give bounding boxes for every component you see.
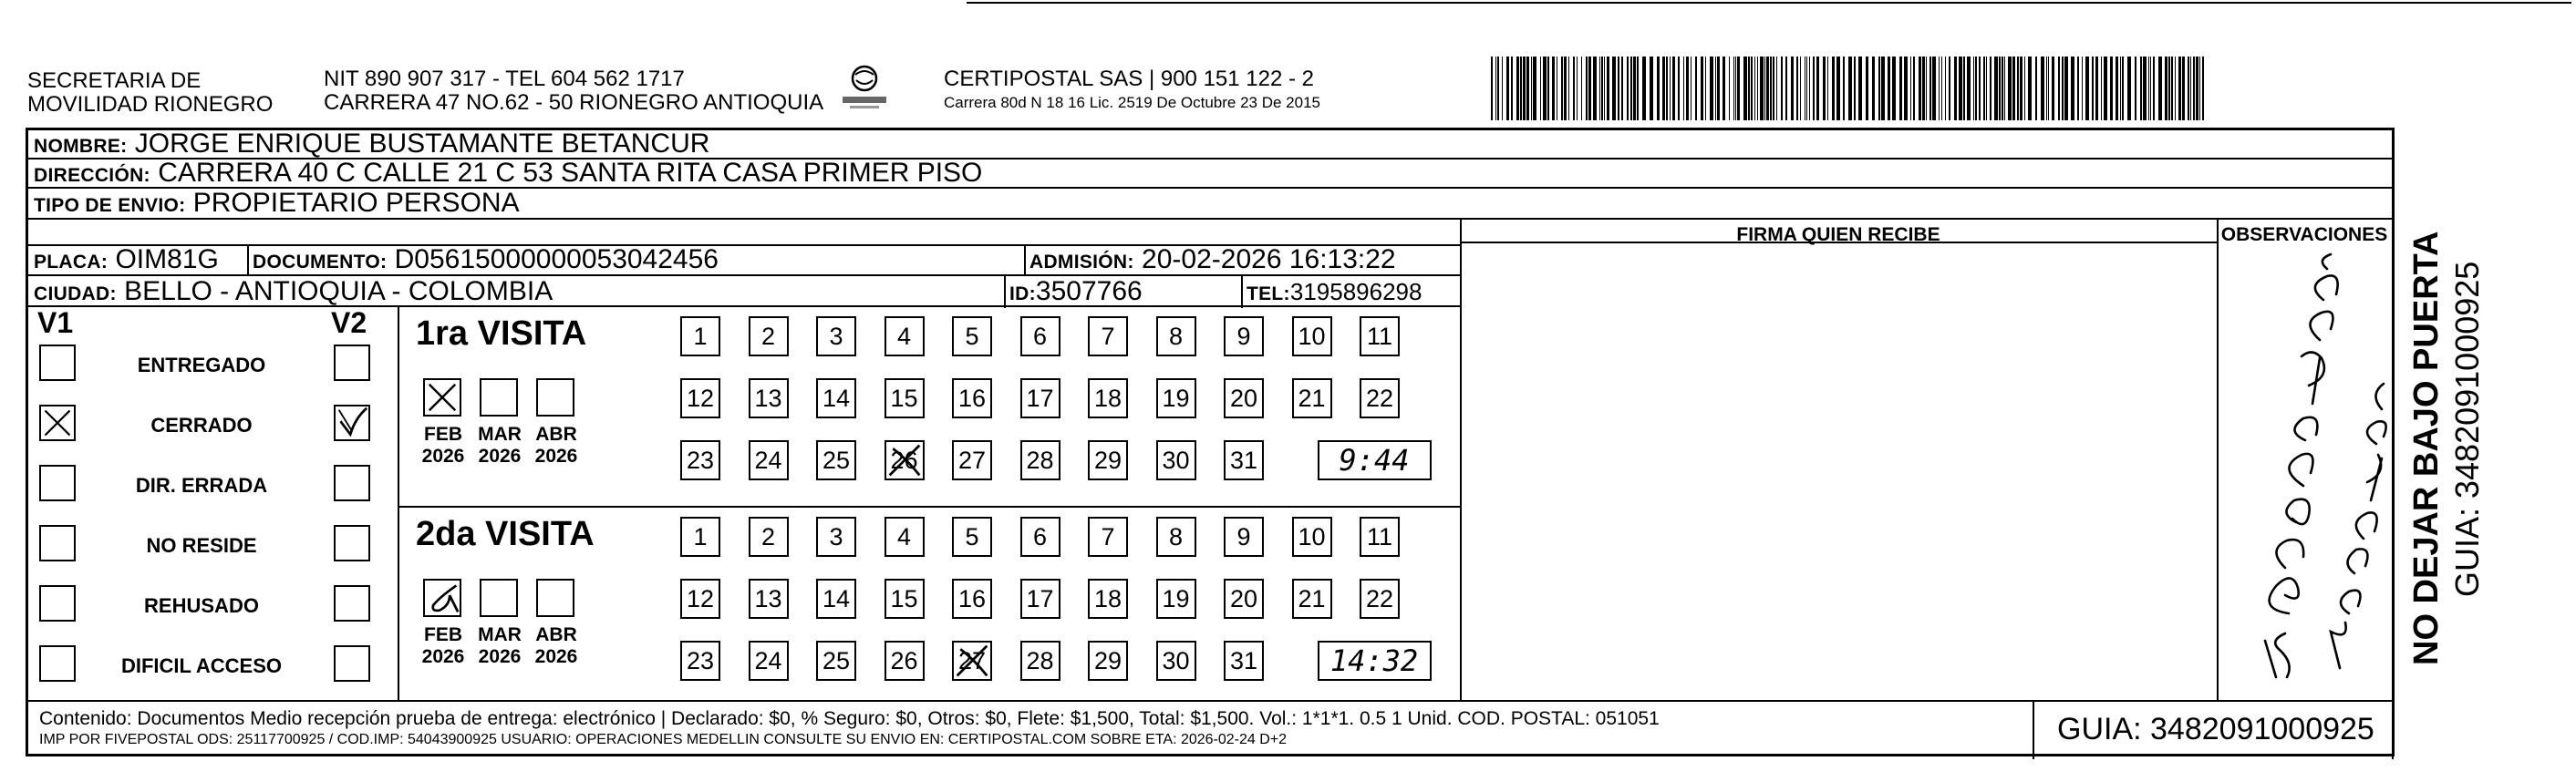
visit-title: 2da VISITA bbox=[416, 515, 595, 553]
day-number: 30 bbox=[1162, 647, 1190, 674]
v2-checkbox[interactable] bbox=[334, 585, 370, 622]
day-box[interactable] bbox=[1088, 579, 1128, 619]
visit-time: 9:44 bbox=[1318, 440, 1432, 480]
day-number: 25 bbox=[822, 647, 851, 674]
tipo-envio-label: TIPO DE ENVIO: bbox=[34, 195, 186, 216]
direccion-label: DIRECCIÓN: bbox=[34, 165, 150, 186]
day-number: 28 bbox=[1026, 647, 1054, 674]
day-number: 21 bbox=[1298, 385, 1326, 412]
day-box[interactable] bbox=[1088, 517, 1128, 557]
month-year: 2026 bbox=[478, 446, 522, 467]
tel-label: TEL: bbox=[1247, 283, 1290, 304]
day-box[interactable] bbox=[1360, 378, 1400, 418]
divider bbox=[2392, 218, 2394, 759]
direccion-field bbox=[34, 158, 982, 191]
day-box[interactable] bbox=[680, 440, 720, 480]
tipo-envio-field bbox=[34, 188, 520, 221]
month-name: MAR bbox=[478, 624, 522, 645]
day-number: 21 bbox=[1298, 585, 1326, 612]
day-number: 15 bbox=[890, 385, 918, 412]
day-number: 28 bbox=[1026, 447, 1054, 474]
day-box[interactable] bbox=[816, 316, 856, 356]
day-box[interactable] bbox=[1088, 440, 1128, 480]
month-year: 2026 bbox=[421, 646, 465, 667]
day-number: 5 bbox=[965, 523, 979, 550]
day-box[interactable] bbox=[952, 440, 992, 480]
barcode-icon bbox=[1491, 57, 2207, 120]
day-number: 17 bbox=[1026, 385, 1054, 412]
day-box[interactable] bbox=[1156, 641, 1196, 681]
firma-header: FIRMA QUIEN RECIBE bbox=[1736, 224, 1940, 245]
day-box[interactable] bbox=[816, 579, 856, 619]
nombre-value: JORGE ENRIQUE BUSTAMANTE BETANCUR bbox=[134, 129, 710, 159]
id-field bbox=[1009, 276, 1143, 310]
admision-field bbox=[1029, 244, 1396, 278]
day-number: 9 bbox=[1236, 523, 1251, 550]
divider bbox=[2217, 218, 2219, 700]
visit-time: 14:32 bbox=[1318, 641, 1432, 681]
day-number: 2 bbox=[760, 323, 776, 350]
month-label bbox=[416, 624, 471, 668]
day-box[interactable] bbox=[1020, 316, 1060, 356]
month-year: 2026 bbox=[534, 646, 578, 667]
nit-line1: NIT 890 907 317 - TEL 604 562 1717 bbox=[324, 67, 685, 91]
day-number: 11 bbox=[1366, 323, 1393, 350]
secretaria-line2: MOVILIDAD RIONEGRO bbox=[27, 92, 274, 117]
day-box[interactable] bbox=[1088, 378, 1128, 418]
day-box[interactable] bbox=[1020, 641, 1060, 681]
v1-checkbox[interactable] bbox=[39, 525, 76, 561]
v1-checkbox[interactable] bbox=[39, 465, 76, 501]
day-number: 23 bbox=[686, 447, 715, 474]
divider bbox=[247, 244, 249, 274]
day-box[interactable] bbox=[1224, 641, 1264, 681]
ciudad-field bbox=[34, 276, 553, 310]
day-number: 27 bbox=[957, 647, 987, 674]
v2-checkbox[interactable] bbox=[334, 465, 370, 501]
status-label: REHUSADO bbox=[144, 594, 259, 617]
day-number: 8 bbox=[1168, 323, 1184, 350]
day-number: 24 bbox=[754, 447, 782, 474]
divider bbox=[1460, 218, 1462, 700]
day-number: 24 bbox=[754, 647, 782, 674]
day-box[interactable] bbox=[885, 378, 925, 418]
day-box[interactable] bbox=[1020, 378, 1060, 418]
day-number: 15 bbox=[890, 585, 918, 612]
day-box[interactable] bbox=[1360, 316, 1400, 356]
delivery-form bbox=[26, 128, 2395, 756]
day-number: 4 bbox=[896, 523, 912, 550]
day-box[interactable] bbox=[885, 440, 925, 480]
certipostal-block bbox=[944, 67, 1509, 115]
month-checkbox[interactable] bbox=[536, 579, 574, 617]
side-guia: GUIA: 3482091000925 bbox=[2448, 261, 2486, 597]
day-box[interactable] bbox=[885, 316, 925, 356]
divider bbox=[398, 506, 1460, 508]
documento-label: DOCUMENTO: bbox=[253, 252, 388, 273]
divider bbox=[1241, 274, 1243, 308]
nit-block bbox=[324, 67, 843, 115]
day-number: 31 bbox=[1229, 647, 1258, 674]
month-label bbox=[529, 424, 584, 468]
day-box[interactable] bbox=[1020, 440, 1060, 480]
divider bbox=[2033, 700, 2034, 759]
day-number: 26 bbox=[890, 447, 918, 474]
day-box[interactable] bbox=[816, 378, 856, 418]
day-number: 4 bbox=[896, 323, 912, 350]
day-number: 19 bbox=[1162, 385, 1190, 412]
day-box[interactable] bbox=[680, 517, 720, 557]
day-box[interactable] bbox=[952, 579, 992, 619]
day-box[interactable] bbox=[1292, 378, 1332, 418]
day-number: 6 bbox=[1032, 523, 1048, 550]
day-box[interactable] bbox=[1088, 316, 1128, 356]
footer-contenido: Contenido: Documentos Medio recepción prueba de entrega: electrónico | Declarado: $0, % Seguro: $0, Otros: $0, Flete: $1,500, Total: $1,500. Vol.: 1*1*1. 0.5 1 Unid. COD. POSTAL: 051051 bbox=[39, 708, 1660, 729]
day-box[interactable] bbox=[1292, 579, 1332, 619]
day-number: 12 bbox=[686, 385, 715, 412]
month-label bbox=[472, 424, 527, 468]
v1-checkbox[interactable] bbox=[39, 645, 76, 682]
day-box[interactable] bbox=[749, 641, 789, 681]
day-box[interactable] bbox=[952, 517, 992, 557]
day-number: 16 bbox=[957, 585, 987, 612]
footer-guia: GUIA: 3482091000925 bbox=[2057, 712, 2374, 746]
day-number: 19 bbox=[1162, 585, 1190, 612]
day-number: 5 bbox=[965, 323, 979, 350]
cert-line1: CERTIPOSTAL SAS | 900 151 122 - 2 bbox=[944, 67, 1314, 91]
placa-label: PLACA: bbox=[34, 252, 109, 273]
day-box[interactable] bbox=[1224, 517, 1264, 557]
day-box[interactable] bbox=[1224, 378, 1264, 418]
footer-imp: IMP POR FIVEPOSTAL ODS: 25117700925 / COD.IMP: 54043900925 USUARIO: OPERACIONES MEDELLIN CONSULTE SU ENVIO EN: CERTIPOSTAL.COM SOBRE ETA: 2026-02-24 D+2 bbox=[39, 732, 1288, 747]
admision-value: 20-02-2026 16:13:22 bbox=[1142, 244, 1396, 274]
v2-header: V2 bbox=[331, 306, 367, 339]
day-box[interactable] bbox=[1156, 517, 1196, 557]
day-box[interactable] bbox=[1156, 440, 1196, 480]
day-box[interactable] bbox=[1020, 517, 1060, 557]
secretaria-block bbox=[27, 69, 319, 117]
day-number: 1 bbox=[693, 323, 708, 350]
day-number: 18 bbox=[1093, 585, 1122, 612]
month-year: 2026 bbox=[421, 446, 465, 467]
day-number: 22 bbox=[1365, 385, 1394, 412]
day-box[interactable] bbox=[885, 579, 925, 619]
tel-field bbox=[1247, 276, 1422, 310]
secretaria-line1: SECRETARIA DE bbox=[27, 68, 202, 93]
day-number: 10 bbox=[1298, 323, 1326, 350]
month-label bbox=[472, 624, 527, 668]
day-number: 11 bbox=[1366, 523, 1393, 550]
tipo-envio-value: PROPIETARIO PERSONA bbox=[192, 188, 520, 218]
day-box[interactable] bbox=[749, 440, 789, 480]
v2-checkbox[interactable] bbox=[334, 405, 370, 441]
documento-value: D05615000000053042456 bbox=[394, 244, 719, 274]
day-box[interactable] bbox=[680, 316, 720, 356]
month-label bbox=[416, 424, 471, 468]
day-box[interactable] bbox=[816, 641, 856, 681]
day-box[interactable] bbox=[1224, 440, 1264, 480]
top-edge-line bbox=[967, 2, 2571, 4]
divider bbox=[28, 700, 2392, 702]
day-box[interactable] bbox=[680, 579, 720, 619]
divider bbox=[1004, 274, 1006, 308]
v2-checkbox[interactable] bbox=[334, 525, 370, 561]
day-box[interactable] bbox=[885, 641, 925, 681]
month-checkbox[interactable] bbox=[536, 378, 574, 417]
month-name: ABR bbox=[535, 424, 577, 445]
day-box[interactable] bbox=[952, 316, 992, 356]
status-label: DIR. ERRADA bbox=[135, 474, 268, 497]
month-checkbox[interactable] bbox=[480, 378, 518, 417]
day-number: 16 bbox=[957, 385, 987, 412]
day-number: 2 bbox=[760, 523, 776, 550]
day-number: 8 bbox=[1168, 523, 1184, 550]
day-number: 10 bbox=[1298, 523, 1326, 550]
month-name: FEB bbox=[424, 424, 462, 445]
no-dejar-bajo-puerta: NO DEJAR BAJO PUERTA bbox=[2407, 231, 2446, 665]
day-number: 25 bbox=[822, 447, 851, 474]
id-value: 3507766 bbox=[1035, 276, 1143, 306]
day-box[interactable] bbox=[749, 517, 789, 557]
day-box[interactable] bbox=[816, 517, 856, 557]
day-box[interactable] bbox=[885, 517, 925, 557]
v2-checkbox[interactable] bbox=[334, 645, 370, 682]
day-number: 3 bbox=[829, 323, 843, 350]
month-label bbox=[529, 624, 584, 668]
divider bbox=[1024, 244, 1026, 274]
day-number: 20 bbox=[1229, 585, 1258, 612]
v1-checkbox[interactable] bbox=[39, 585, 76, 622]
status-label: DIFICIL ACCESO bbox=[120, 654, 282, 677]
day-box[interactable] bbox=[1156, 316, 1196, 356]
handwritten-observation bbox=[2221, 249, 2390, 695]
direccion-value: CARRERA 40 C CALLE 21 C 53 SANTA RITA CASA PRIMER PISO bbox=[158, 158, 983, 188]
placa-value: OIM81G bbox=[115, 244, 219, 274]
day-number: 6 bbox=[1032, 323, 1048, 350]
day-box[interactable] bbox=[749, 579, 789, 619]
day-box[interactable] bbox=[680, 378, 720, 418]
observaciones-header: OBSERVACIONES bbox=[2220, 224, 2388, 245]
admision-label: ADMISIÓN: bbox=[1029, 252, 1134, 273]
day-box[interactable] bbox=[749, 378, 789, 418]
ciudad-label: CIUDAD: bbox=[34, 283, 117, 304]
day-box[interactable] bbox=[952, 378, 992, 418]
day-number: 31 bbox=[1229, 447, 1258, 474]
day-box[interactable] bbox=[1088, 641, 1128, 681]
cert-line2: Carrera 80d N 18 16 Lic. 2519 De Octubre 23 De 2015 bbox=[944, 94, 1320, 111]
day-number: 23 bbox=[686, 647, 715, 674]
day-number: 7 bbox=[1101, 523, 1115, 550]
day-number: 13 bbox=[754, 385, 782, 412]
day-number: 26 bbox=[890, 647, 918, 674]
ciudad-value: BELLO - ANTIOQUIA - COLOMBIA bbox=[124, 276, 553, 306]
day-box[interactable] bbox=[1020, 579, 1060, 619]
placa-field bbox=[34, 244, 219, 278]
day-number: 9 bbox=[1236, 323, 1251, 350]
status-label: NO RESIDE bbox=[146, 534, 257, 557]
month-checkbox[interactable] bbox=[423, 378, 461, 417]
day-number: 29 bbox=[1093, 447, 1122, 474]
day-box[interactable] bbox=[1360, 517, 1400, 557]
day-box[interactable] bbox=[1224, 579, 1264, 619]
day-number: 13 bbox=[754, 585, 782, 612]
day-box[interactable] bbox=[680, 641, 720, 681]
month-year: 2026 bbox=[534, 446, 578, 467]
day-box[interactable] bbox=[952, 641, 992, 681]
day-box[interactable] bbox=[1156, 579, 1196, 619]
day-number: 27 bbox=[957, 447, 987, 474]
day-box[interactable] bbox=[816, 440, 856, 480]
day-number: 29 bbox=[1093, 647, 1122, 674]
day-number: 12 bbox=[686, 585, 715, 612]
day-box[interactable] bbox=[1292, 517, 1332, 557]
day-number: 7 bbox=[1101, 323, 1115, 350]
status-label: CERRADO bbox=[150, 414, 253, 437]
day-box[interactable] bbox=[1156, 378, 1196, 418]
month-year: 2026 bbox=[478, 646, 522, 667]
v1-checkbox[interactable] bbox=[39, 345, 76, 381]
nombre-label: NOMBRE: bbox=[34, 136, 128, 157]
visit-title: 1ra VISITA bbox=[416, 314, 587, 353]
month-checkbox[interactable] bbox=[480, 579, 518, 617]
day-number: 30 bbox=[1162, 447, 1190, 474]
v1-checkbox[interactable] bbox=[39, 405, 76, 441]
day-number: 14 bbox=[822, 385, 851, 412]
day-box[interactable] bbox=[1292, 316, 1332, 356]
tel-value: 3195896298 bbox=[1289, 278, 1422, 305]
day-number: 1 bbox=[693, 523, 708, 550]
divider bbox=[398, 305, 399, 700]
nit-line2: CARRERA 47 NO.62 - 50 RIONEGRO ANTIOQUIA bbox=[324, 90, 824, 115]
v2-checkbox[interactable] bbox=[334, 345, 370, 381]
v1-header: V1 bbox=[37, 306, 74, 339]
day-number: 3 bbox=[829, 523, 843, 550]
day-number: 17 bbox=[1026, 585, 1054, 612]
month-name: MAR bbox=[478, 424, 522, 445]
day-number: 18 bbox=[1093, 385, 1122, 412]
day-number: 14 bbox=[822, 585, 851, 612]
month-name: FEB bbox=[424, 624, 462, 645]
day-number: 22 bbox=[1365, 585, 1394, 612]
day-number: 20 bbox=[1229, 385, 1258, 412]
day-box[interactable] bbox=[749, 316, 789, 356]
status-label: ENTREGADO bbox=[137, 354, 266, 376]
documento-field bbox=[253, 244, 719, 278]
day-box[interactable] bbox=[1224, 316, 1264, 356]
month-name: ABR bbox=[535, 624, 577, 645]
id-label: ID: bbox=[1009, 283, 1036, 304]
certipostal-logo-icon bbox=[837, 64, 892, 115]
month-checkbox[interactable] bbox=[423, 579, 461, 617]
day-box[interactable] bbox=[1360, 579, 1400, 619]
